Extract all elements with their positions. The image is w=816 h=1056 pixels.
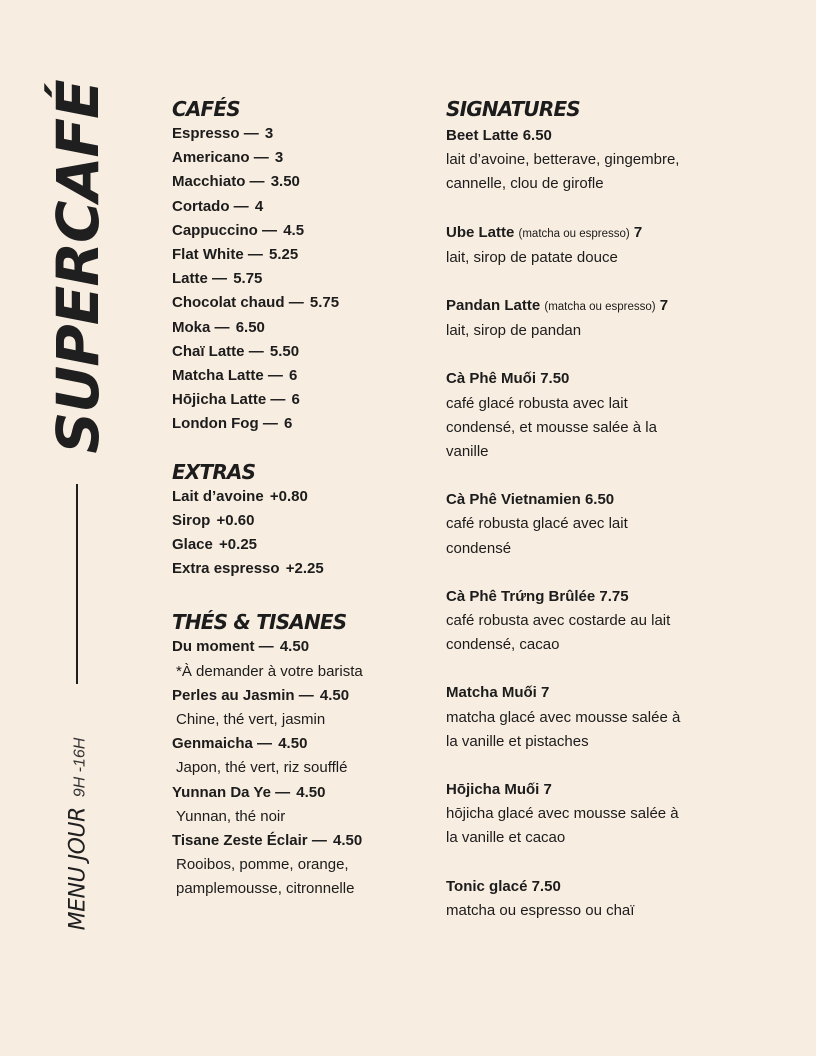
item-description: Japon, thé vert, riz soufflé [176,759,348,777]
item-name: Hōjicha Muối [446,781,540,799]
menu-item [172,291,432,315]
item-description: cannelle, clou de girofle [446,175,604,193]
item-name: Lait d’avoine [172,487,264,505]
item-separator: — [212,270,228,288]
section-heading-thes: THÉS & TISANES [172,610,347,635]
brand-logo-area [36,74,120,460]
item-price: 7 [543,781,552,799]
item-price: 6 [289,367,298,385]
item-name: Extra espresso [172,560,280,578]
item-separator: — [262,221,278,239]
section-heading-signatures: SIGNATURES [446,97,580,121]
item-price: 7 [541,684,550,702]
item-name: Glace [172,536,213,554]
cafes-list [172,122,432,437]
item-separator: — [214,318,230,336]
item-price: 3 [274,149,284,167]
signature-item [446,778,776,851]
menu-item [172,364,432,388]
item-description: hōjicha glacé avec mousse salée à [446,805,679,823]
item-price: 6 [283,415,293,433]
menu-label-area [60,712,96,956]
item-description: la vanille et pistaches [446,732,589,750]
item-description: Chine, thé vert, jasmin [176,711,326,729]
signature-name-row [446,367,776,391]
item-name: Yunnan Da Ye [172,783,271,801]
item-separator: — [249,173,265,191]
item-separator: — [243,125,259,142]
item-name: Chocolat chaud [172,294,285,312]
item-name: Beet Latte [446,127,519,144]
item-name: Macchiato [172,173,246,191]
item-description: lait, sirop de pandan [446,322,582,340]
item-name: Cà Phê Trứng Brûlée [446,587,596,605]
item-price: +2.25 [285,560,324,578]
item-separator: — [248,342,264,360]
item-name: Cappuccino [172,221,258,239]
item-name: Chaï Latte [172,342,245,360]
signature-name-row [446,585,776,609]
item-separator: — [288,294,304,312]
signature-name-row [446,681,776,705]
item-name: London Fog [172,415,259,433]
item-price: 5.75 [309,294,340,312]
item-name: Genmaicha [172,735,253,753]
menu-title: MENU JOUR [65,807,91,931]
item-name: Perles au Jasmin [172,686,295,704]
menu-item [172,267,432,291]
item-name: Flat White [172,246,244,264]
signature-item [446,221,776,270]
item-price: +0.60 [216,511,255,529]
item-description: pamplemousse, citronnelle [176,880,355,898]
item-separator: — [270,391,286,409]
tea-item [172,732,432,756]
thes-list [172,635,432,901]
signature-item [446,875,776,923]
menu-item [172,195,432,219]
item-name: Tisane Zeste Éclair [172,832,308,850]
tea-item [172,781,432,805]
item-description: Rooibos, pomme, orange, [176,856,349,874]
item-price: 7 [659,297,669,315]
item-separator: — [298,686,314,704]
signature-name-row [446,124,776,148]
item-name: Matcha Latte [172,367,264,385]
item-description: la vanille et cacao [446,829,566,847]
menu-item [172,122,432,146]
item-description: café glacé robusta avec lait [446,394,628,412]
item-price: 5.75 [233,270,263,288]
item-price: 7.50 [540,370,570,388]
item-price: 4.50 [319,686,350,704]
item-price: 3 [264,125,274,142]
item-separator: — [253,149,269,167]
tea-item [172,635,432,659]
item-price: 6.50 [235,318,265,336]
item-price: 4 [254,197,264,215]
item-description: vanille [446,443,489,461]
item-price: 4.5 [283,221,305,239]
item-price: +0.25 [219,536,258,554]
item-name: Tonic glacé [446,877,528,895]
menu-item [172,219,432,243]
item-separator: — [247,246,263,264]
item-price: 3.50 [270,173,300,191]
signature-item [446,681,776,754]
item-name: Cortado [172,197,230,215]
item-separator: — [233,197,249,215]
item-price: 6.50 [522,127,552,144]
item-separator: — [311,832,327,850]
item-name: Cà Phê Vietnamien [446,491,581,509]
section-heading-extras: EXTRAS [172,459,256,484]
section-heading-cafes: CAFÉS [172,97,240,121]
menu-item [172,170,432,194]
menu-label [66,738,91,931]
item-description: condensé, cacao [446,636,560,654]
item-price: 4.50 [296,783,326,801]
item-name: Latte [172,270,208,288]
item-description: Yunnan, thé noir [176,807,286,825]
item-price: 5.25 [269,246,299,264]
signature-name-row [446,778,776,802]
tea-item [172,829,432,853]
item-description: café robusta glacé avec lait [446,515,628,533]
item-note: (matcha ou espresso) [544,301,656,314]
right-column [446,96,776,947]
signature-name-row [446,294,776,319]
item-separator: — [257,735,273,753]
item-description: condensé [446,539,512,557]
item-separator: — [275,783,291,801]
brand-title: SUPERCAFÉ [44,80,112,454]
menu-item [172,388,432,412]
item-description: lait d’avoine, betterave, gingembre, [446,151,680,169]
item-price: 7.75 [599,587,629,605]
item-price: 6.50 [584,491,615,509]
item-description: matcha ou espresso ou chaï [446,901,635,919]
item-name: Hōjicha Latte [172,391,267,409]
item-price: 4.50 [279,638,310,656]
extra-item [172,533,432,557]
extra-item [172,557,432,581]
menu-item [172,412,432,436]
item-price: 7.50 [531,877,561,895]
item-separator: — [258,638,274,656]
signature-name-row [446,875,776,899]
item-price: 4.50 [278,735,308,753]
item-name: Ube Latte [446,223,515,241]
extra-item [172,485,432,509]
menu-item [172,316,432,340]
item-name: Moka [172,318,211,336]
signature-item [446,488,776,561]
extras-list [172,485,432,582]
item-note: (matcha ou espresso) [518,227,630,240]
signature-item [446,367,776,464]
item-name: Cà Phê Muối [446,370,537,388]
menu-hours: 9H -16H [71,737,89,798]
item-name: Matcha Muối [446,684,537,702]
item-description: lait, sirop de patate douce [446,248,618,266]
menu-item [172,146,432,170]
item-price: 6 [291,391,300,409]
item-name: Espresso [172,125,240,142]
signature-item [446,585,776,658]
vertical-divider [76,484,78,684]
item-separator: — [262,415,278,433]
item-name: Sirop [172,511,211,529]
item-name: Americano [172,149,250,167]
item-price: 7 [633,223,643,241]
item-description: condensé, et mousse salée à la [446,418,657,436]
extra-item [172,509,432,533]
menu-item [172,340,432,364]
item-description: café robusta avec costarde au lait [446,612,671,630]
tea-item [172,684,432,708]
item-separator: — [267,367,283,385]
signature-item [446,124,776,197]
item-name: Pandan Latte [446,297,541,315]
item-price: +0.80 [269,487,308,505]
item-description: *À demander à votre barista [176,662,363,680]
signature-name-row [446,488,776,512]
signature-item [446,294,776,343]
left-column [172,96,432,902]
menu-item [172,243,432,267]
signatures-list [446,124,776,923]
signature-name-row [446,221,776,246]
item-name: Du moment [172,638,255,656]
item-description: matcha glacé avec mousse salée à [446,708,681,726]
item-price: 4.50 [332,832,363,850]
item-price: 5.50 [269,342,300,360]
